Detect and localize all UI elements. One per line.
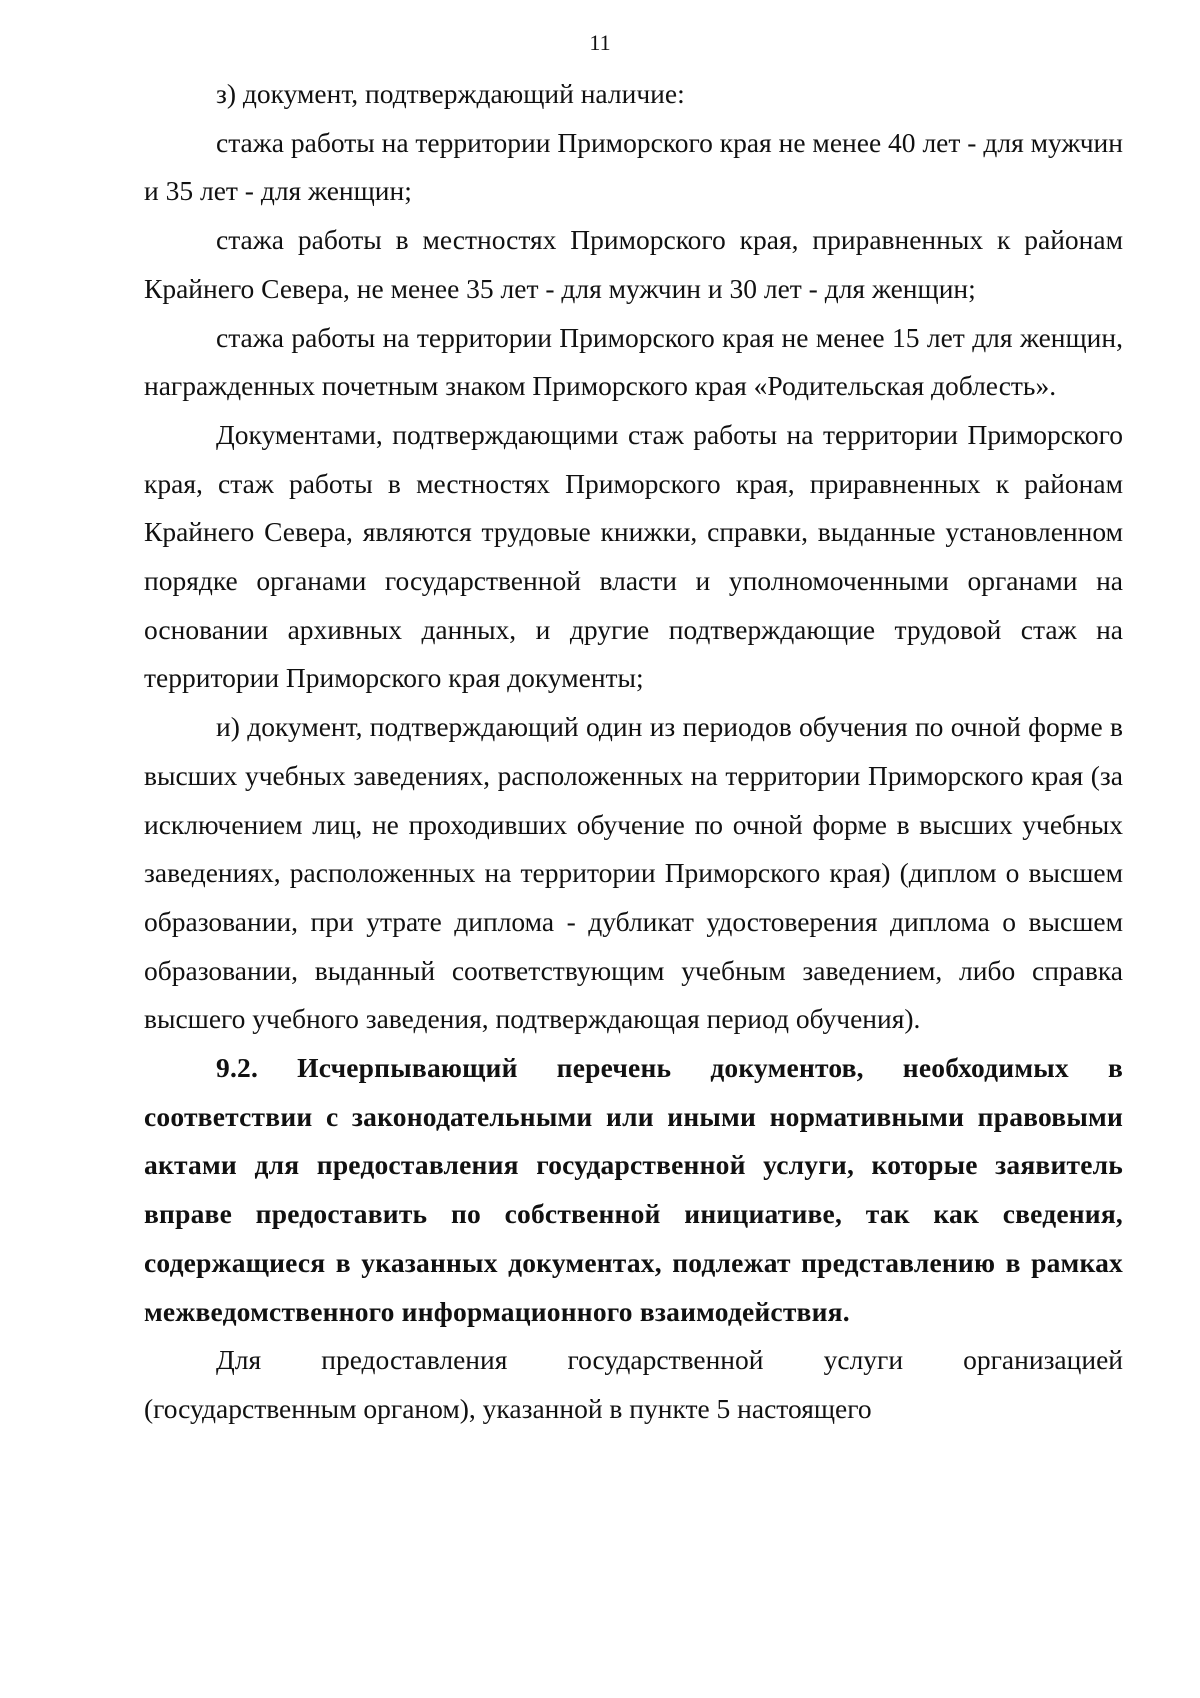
paragraph-work-experience-primorye: стажа работы на территории Приморского края не менее 40 лет - для мужчин и 35 лет - для женщин; bbox=[144, 126, 1123, 207]
paragraph-confirming-documents: Документами, подтверждающими стаж работы на территории Приморского края, стаж работы в местностях Приморского края, приравненных к районам Крайнего Севера, являются трудовые книжки, справки, выданные установленном порядке органами государственной власти и уполномоченными органами на основании архивных данных, и другие подтверждающие трудовой стаж на территории Приморского края документы; bbox=[144, 418, 1123, 694]
page-number: 11 bbox=[589, 30, 611, 55]
paragraph-z-document: з) документ, подтверждающий наличие: bbox=[216, 78, 685, 109]
document-body bbox=[144, 70, 1123, 1434]
paragraph-service-provision: Для предоставления государственной услуги организацией (государственным органом), указанной в пункте 5 настоящего bbox=[144, 1344, 1123, 1424]
section-9-2-heading: 9.2. Исчерпывающий перечень документов, необходимых в соответствии с законодательными или иными нормативными правовыми актами для предоставления государственной услуги, которые заявитель вправе предоставить по собственной инициативе, так как сведения, содержащиеся в указанных документах, подлежат представлению в рамках межведомственного информационного взаимодействия. bbox=[144, 1052, 1123, 1327]
paragraph-i-education-document: и) документ, подтверждающий один из периодов обучения по очной форме в высших учебных заведениях, расположенных на территории Приморского края (за исключением лиц, не проходивших обучение по очной форме в высших учебных заведениях, расположенных на территории Приморского края) (диплом о высшем образовании, при утрате диплома - дубликат удостоверения диплома о высшем образовании, выданный соответствующим учебным заведением, либо справка высшего учебного заведения, подтверждающая период обучения). bbox=[144, 711, 1123, 1035]
paragraph-parental-valor: стажа работы на территории Приморского края не менее 15 лет для женщин, награжденных почетным знаком Приморского края «Родительская доблесть». bbox=[144, 321, 1123, 402]
paragraph-work-experience-north: стажа работы в местностях Приморского края, приравненных к районам Крайнего Севера, не менее 35 лет - для мужчин и 30 лет - для женщин; bbox=[144, 224, 1123, 304]
